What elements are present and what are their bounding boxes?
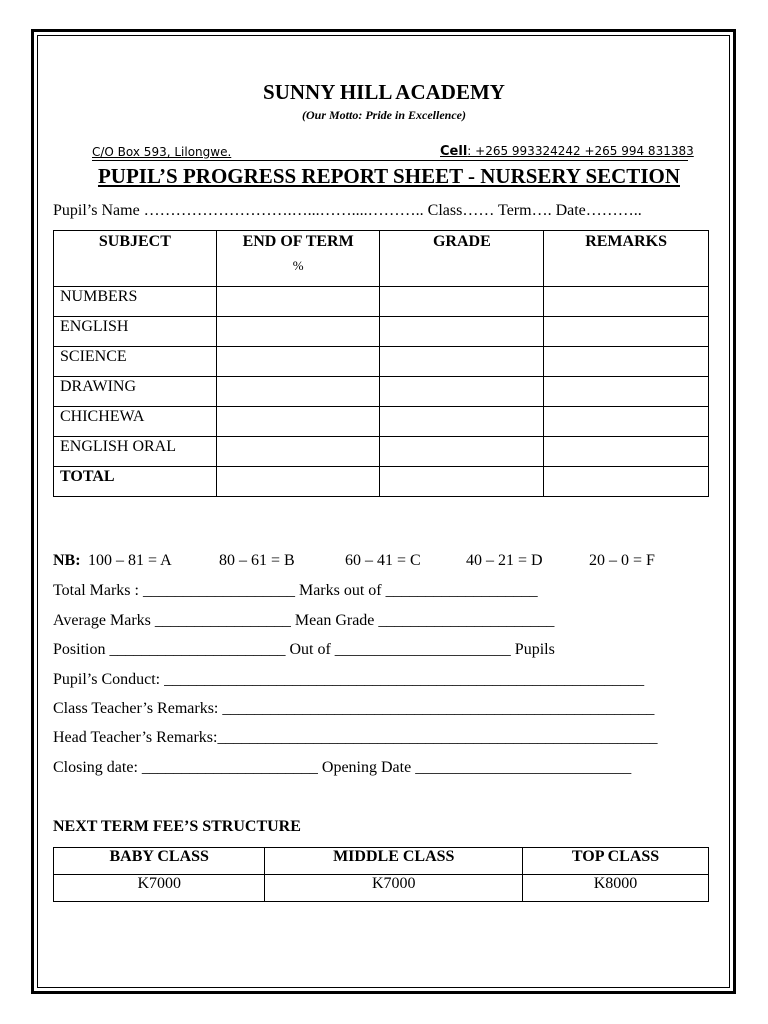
remarks-cell[interactable]	[544, 407, 709, 437]
grade-cell[interactable]	[380, 347, 544, 377]
position-line[interactable]: Position ______________________ Out of ______________________ Pupils	[53, 641, 555, 658]
subject-name: CHICHEWA	[54, 407, 217, 437]
subject-name: ENGLISH	[54, 317, 217, 347]
fee-header-middle-class: MIDDLE CLASS	[265, 848, 523, 875]
remarks-cell[interactable]	[544, 347, 709, 377]
fee-baby-class: K7000	[54, 875, 265, 902]
grade-cell[interactable]	[380, 437, 544, 467]
header-end-of-term-label: END OF TERM	[242, 233, 354, 250]
table-row	[54, 437, 709, 467]
grade-cell[interactable]	[380, 377, 544, 407]
fee-values-row	[54, 875, 709, 902]
subject-name: DRAWING	[54, 377, 217, 407]
end-of-term-cell[interactable]	[216, 347, 380, 377]
report-title: PUPIL’S PROGRESS REPORT SHEET - NURSERY SECTION	[97, 164, 680, 188]
total-label: TOTAL	[54, 467, 217, 497]
header-subject: SUBJECT	[54, 231, 217, 287]
table-row	[54, 377, 709, 407]
remarks-cell[interactable]	[544, 437, 709, 467]
cell-label: Cell	[440, 144, 468, 159]
table-row	[54, 287, 709, 317]
remarks-cell[interactable]	[544, 377, 709, 407]
grade-b-range: 80 – 61 = B	[219, 552, 295, 569]
fee-header-top-class: TOP CLASS	[523, 848, 709, 875]
end-of-term-cell[interactable]	[216, 317, 380, 347]
grade-cell[interactable]	[380, 407, 544, 437]
grade-a-range: 100 – 81 = A	[88, 552, 172, 569]
grade-c-range: 60 – 41 = C	[345, 552, 421, 569]
table-row	[54, 317, 709, 347]
grading-key-label: NB:	[53, 552, 81, 569]
subjects-table	[53, 230, 709, 497]
grade-cell[interactable]	[380, 287, 544, 317]
conduct-line[interactable]: Pupil’s Conduct: ____________________________________________________________	[53, 671, 645, 688]
average-marks-line[interactable]: Average Marks _________________ Mean Grade ______________________	[53, 612, 555, 629]
end-of-term-cell[interactable]	[216, 407, 380, 437]
fee-middle-class: K7000	[265, 875, 523, 902]
fee-header-baby-class: BABY CLASS	[54, 848, 265, 875]
header-grade: GRADE	[380, 231, 544, 287]
percent-unit: %	[292, 258, 304, 273]
subject-name: NUMBERS	[54, 287, 217, 317]
closing-opening-dates-line[interactable]: Closing date: ______________________ Opening Date ___________________________	[53, 759, 632, 776]
school-motto: (Our Motto: Pride in Excellence)	[302, 108, 466, 122]
cell-numbers	[440, 144, 694, 159]
total-row	[54, 467, 709, 497]
school-name: SUNNY HILL ACADEMY	[263, 80, 505, 104]
school-address: C/O Box 593, Lilongwe.	[92, 145, 232, 159]
fee-structure-table	[53, 847, 709, 902]
cell-number-values: : +265 993324242 +265 994 831383	[467, 144, 694, 158]
end-of-term-cell[interactable]	[216, 437, 380, 467]
class-teacher-remarks-line[interactable]: Class Teacher’s Remarks: ______________________________________________________	[53, 700, 655, 717]
header-remarks: REMARKS	[544, 231, 709, 287]
grade-d-range: 40 – 21 = D	[466, 552, 543, 569]
address-underline	[92, 160, 688, 161]
total-end-of-term-cell[interactable]	[216, 467, 380, 497]
subject-name: ENGLISH ORAL	[54, 437, 217, 467]
table-row	[54, 407, 709, 437]
grade-f-range: 20 – 0 = F	[589, 552, 655, 569]
remarks-cell[interactable]	[544, 317, 709, 347]
head-teacher-remarks-line[interactable]: Head Teacher’s Remarks:_______________________________________________________	[53, 729, 658, 746]
header-end-of-term	[216, 231, 380, 287]
fee-top-class: K8000	[523, 875, 709, 902]
total-marks-line[interactable]: Total Marks : ___________________ Marks out of ___________________	[53, 582, 538, 599]
fee-structure-title: NEXT TERM FEE’S STRUCTURE	[53, 818, 301, 835]
table-row	[54, 347, 709, 377]
grade-cell[interactable]	[380, 317, 544, 347]
end-of-term-cell[interactable]	[216, 287, 380, 317]
total-remarks-cell[interactable]	[544, 467, 709, 497]
total-grade-cell[interactable]	[380, 467, 544, 497]
pupil-details-line[interactable]: Pupil’s Name ……………………….…...……....……….. Class…… Term…. Date………..	[53, 202, 642, 219]
subjects-header-row	[54, 231, 709, 287]
remarks-cell[interactable]	[544, 287, 709, 317]
fee-header-row	[54, 848, 709, 875]
end-of-term-cell[interactable]	[216, 377, 380, 407]
subject-name: SCIENCE	[54, 347, 217, 377]
